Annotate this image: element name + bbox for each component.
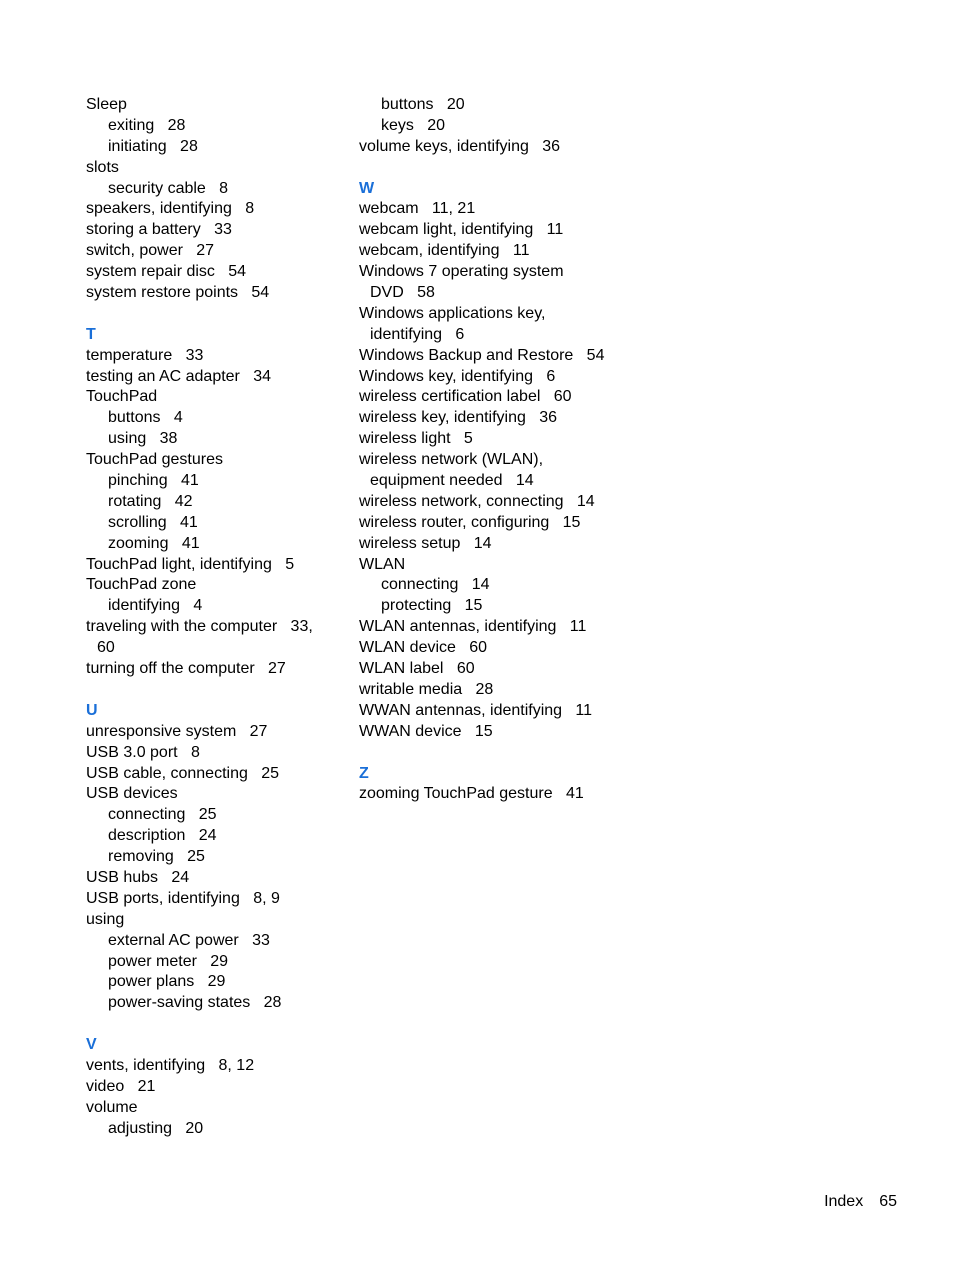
section-spacer — [359, 743, 639, 764]
section-letter-heading: V — [86, 1036, 97, 1054]
index-entry-continuation: equipment needed 14 — [370, 472, 534, 490]
index-entry: volume keys, identifying 36 — [359, 137, 560, 155]
index-entry: wireless light 5 — [359, 430, 473, 448]
index-entry: WLAN — [359, 555, 406, 573]
index-entry: wireless router, configuring 15 — [359, 513, 581, 531]
index-entry: Windows 7 operating system — [359, 263, 564, 281]
section-letter-heading: Z — [359, 764, 369, 782]
index-entry: TouchPad — [86, 388, 158, 406]
index-entry: vents, identifying 8, 12 — [86, 1056, 255, 1074]
index-subentry: keys 20 — [381, 116, 446, 134]
index-entry: temperature 33 — [86, 346, 204, 364]
footer-label: Index — [824, 1193, 864, 1210]
index-subentry: scrolling 41 — [108, 513, 198, 531]
index-entry: Windows Backup and Restore 54 — [359, 346, 605, 364]
index-entry: wireless network, connecting 14 — [359, 492, 595, 510]
index-entry: volume — [86, 1098, 138, 1116]
index-subentry: exiting 28 — [108, 116, 186, 134]
index-entry: USB devices — [86, 785, 178, 803]
section-spacer — [86, 1014, 336, 1035]
index-entry: slots — [86, 158, 119, 176]
index-entry: webcam 11, 21 — [359, 200, 476, 218]
index-entry: WWAN device 15 — [359, 722, 493, 740]
index-subentry: buttons 20 — [381, 96, 465, 113]
index-subentry: initiating 28 — [108, 137, 198, 155]
section-letter-heading: T — [86, 325, 96, 343]
index-entry: storing a battery 33 — [86, 221, 232, 239]
index-entry: USB cable, connecting 25 — [86, 764, 280, 782]
section-letter-heading: U — [86, 701, 98, 719]
index-subentry: external AC power 33 — [108, 931, 270, 949]
index-entry-continuation: 60 — [97, 639, 115, 657]
index-entry: WLAN antennas, identifying 11 — [359, 618, 587, 636]
page-footer — [824, 1191, 897, 1212]
index-entry: webcam light, identifying 11 — [359, 221, 564, 239]
index-subentry: zooming 41 — [108, 534, 200, 552]
index-entry: speakers, identifying 8 — [86, 200, 255, 218]
index-entry: unresponsive system 27 — [86, 722, 268, 740]
section-spacer — [86, 680, 336, 701]
index-subentry: pinching 41 — [108, 472, 199, 490]
index-subentry: connecting 14 — [381, 576, 490, 594]
index-entry: TouchPad light, identifying 5 — [86, 555, 295, 573]
index-subentry: security cable 8 — [108, 179, 229, 197]
index-subentry: identifying 4 — [108, 597, 203, 615]
index-subentry: connecting 25 — [108, 806, 217, 824]
index-entry: using — [86, 910, 125, 928]
index-subentry: power plans 29 — [108, 973, 226, 991]
index-subentry: using 38 — [108, 430, 178, 448]
index-entry: USB ports, identifying 8, 9 — [86, 889, 280, 907]
index-entry: Sleep — [86, 96, 127, 113]
index-entry: writable media 28 — [359, 680, 494, 698]
index-subentry: removing 25 — [108, 848, 205, 866]
index-subentry: protecting 15 — [381, 597, 483, 615]
section-spacer — [359, 158, 639, 179]
index-entry: TouchPad zone — [86, 576, 197, 594]
section-spacer — [86, 304, 336, 325]
index-entry: wireless key, identifying 36 — [359, 409, 558, 427]
index-entry: testing an AC adapter 34 — [86, 367, 272, 385]
index-entry-continuation: DVD 58 — [370, 284, 435, 302]
index-subentry: description 24 — [108, 827, 217, 845]
index-entry: USB 3.0 port 8 — [86, 743, 200, 761]
index-entry: Windows applications key, — [359, 304, 546, 322]
index-entry: TouchPad gestures — [86, 451, 223, 469]
index-entry: system restore points 54 — [86, 284, 270, 302]
index-subentry: power-saving states 28 — [108, 994, 282, 1012]
index-entry: turning off the computer 27 — [86, 660, 286, 678]
index-subentry: adjusting 20 — [108, 1119, 204, 1137]
index-entry: USB hubs 24 — [86, 868, 190, 886]
index-entry: webcam, identifying 11 — [359, 242, 530, 260]
index-subentry: buttons 4 — [108, 409, 183, 427]
index-subentry: rotating 42 — [108, 492, 193, 510]
index-entry: traveling with the computer 33, — [86, 618, 313, 636]
index-entry: zooming TouchPad gesture 41 — [359, 785, 584, 803]
index-entry: wireless network (WLAN), — [359, 451, 544, 469]
index-entry: WWAN antennas, identifying 11 — [359, 701, 592, 719]
index-column-left — [86, 95, 336, 1140]
index-entry: wireless setup 14 — [359, 534, 492, 552]
index-column-right — [359, 95, 639, 805]
index-entry: Windows key, identifying 6 — [359, 367, 556, 385]
index-entry: WLAN device 60 — [359, 639, 488, 657]
page-number: 65 — [879, 1193, 897, 1210]
index-entry: video 21 — [86, 1077, 156, 1095]
index-entry: system repair disc 54 — [86, 263, 247, 281]
index-entry-continuation: identifying 6 — [370, 325, 465, 343]
index-entry: WLAN label 60 — [359, 660, 475, 678]
index-subentry: power meter 29 — [108, 952, 229, 970]
index-entry: wireless certification label 60 — [359, 388, 572, 406]
section-letter-heading: W — [359, 179, 375, 197]
index-entry: switch, power 27 — [86, 242, 215, 260]
